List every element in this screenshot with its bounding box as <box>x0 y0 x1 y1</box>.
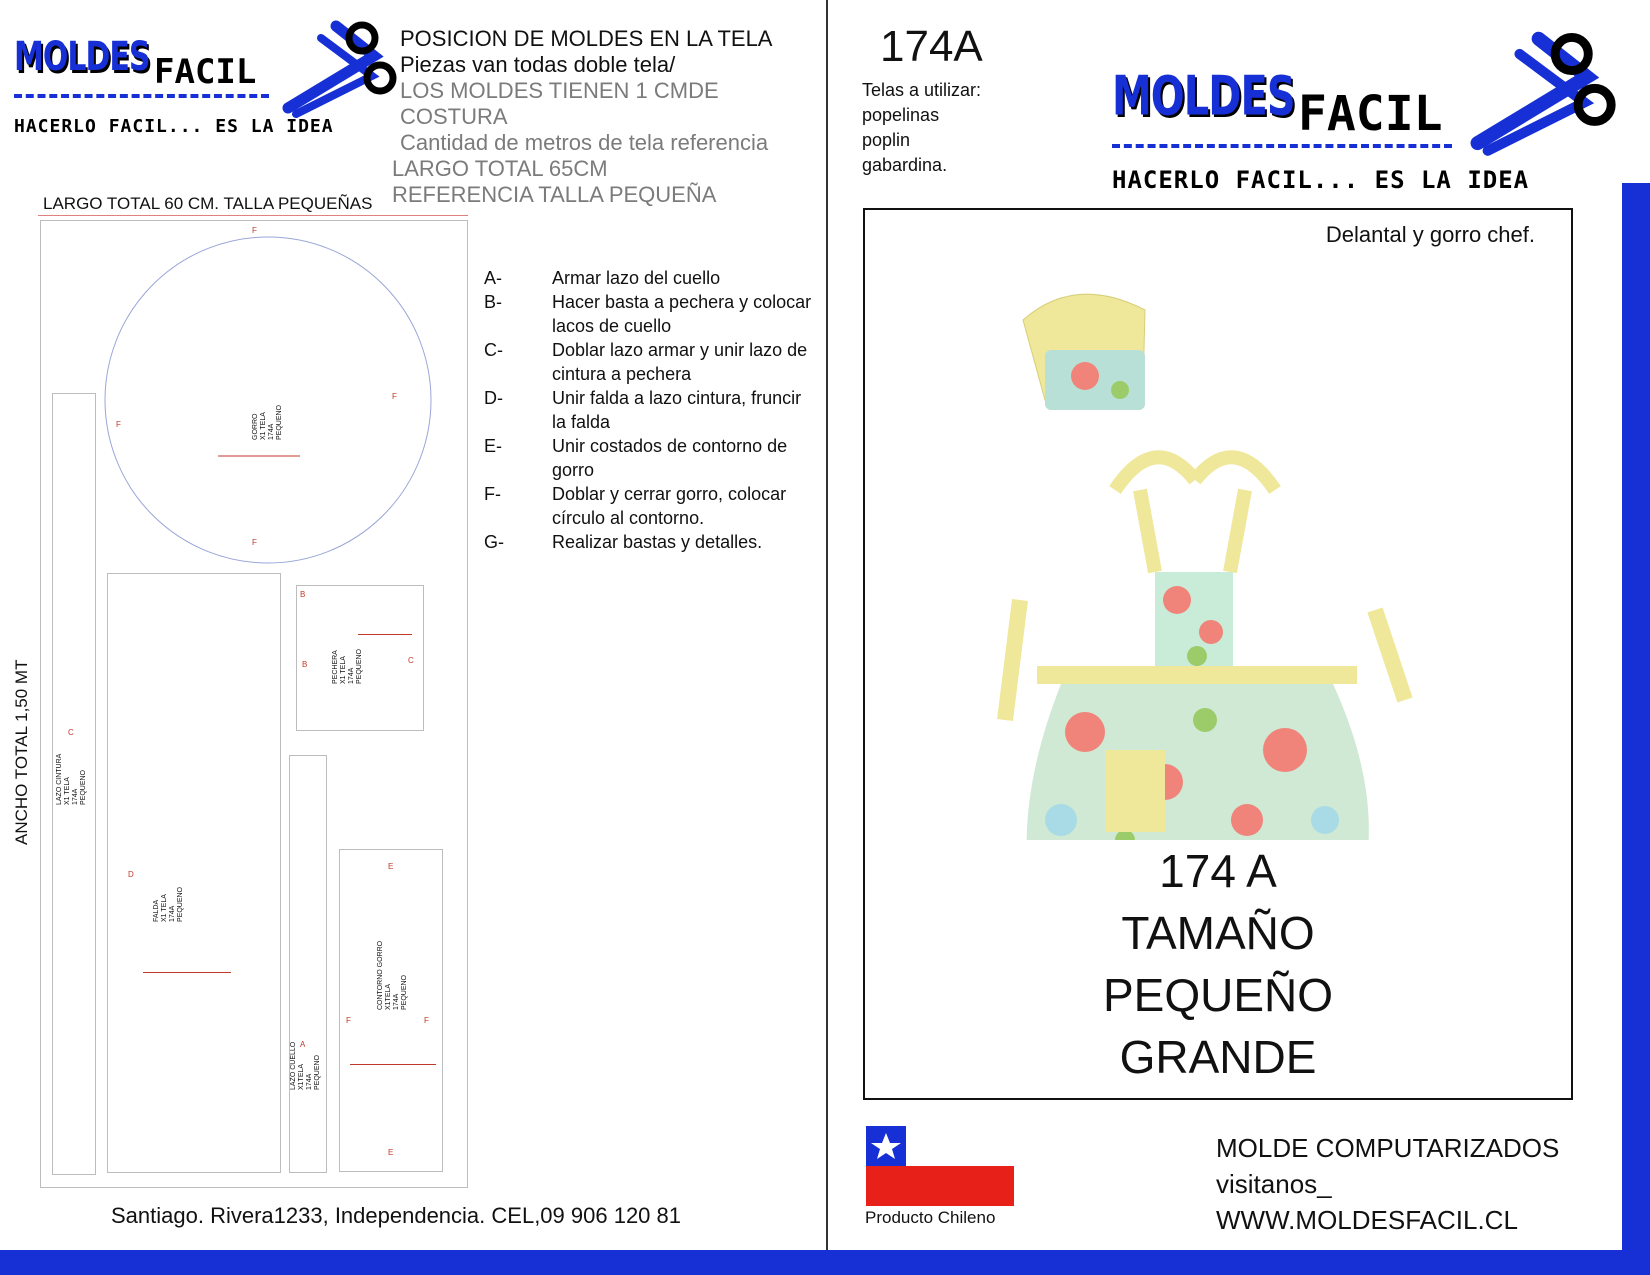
gorro-circle <box>100 230 440 570</box>
logo-facil-text: FACIL <box>1298 86 1443 142</box>
mark-f-6: F <box>424 1016 429 1025</box>
instruction-key: B- <box>484 292 502 312</box>
logo-facil-text: FACIL <box>154 52 257 92</box>
product-frame <box>863 208 1573 1100</box>
contorno-grain-line <box>350 1064 436 1065</box>
product-code: 174A <box>880 22 983 71</box>
mark-a-1: A <box>300 1040 306 1049</box>
footer-line-1: MOLDE COMPUTARIZADOS <box>1216 1133 1560 1163</box>
instructions-list <box>484 266 812 554</box>
gorro-label: GORRO X1 TELA 174A PEQUENO <box>252 404 283 440</box>
instruction-text: Realizar bastas y detalles. <box>552 532 763 552</box>
apron-illustration <box>965 280 1445 840</box>
lazo-cuello-label: LAZO CUELLO X1TELA 174A PEQUENO <box>290 1041 321 1090</box>
big-title-line: 174 A <box>1159 845 1277 897</box>
instruction-key: C- <box>484 340 503 360</box>
instruction-key: A- <box>484 268 502 288</box>
big-title <box>865 840 1571 1088</box>
mark-d-1: D <box>128 870 134 879</box>
mark-f-4: F <box>252 538 257 547</box>
instruction-text: Doblar y cerrar gorro, colocar círculo al contorno. <box>552 484 787 528</box>
fabrics-title: Telas a utilizar: <box>862 80 982 100</box>
header-line-5: LARGO TOTAL 65CM <box>392 156 608 181</box>
instruction-text: Unir costados de contorno de gorro <box>552 436 788 480</box>
big-title-line: GRANDE <box>1119 1031 1317 1083</box>
chile-flag-icon <box>866 1126 1014 1206</box>
header-line-6: REFERENCIA TALLA PEQUEÑA <box>392 182 717 207</box>
header-line-4: Cantidad de metros de tela referencia <box>400 130 769 155</box>
instruction-key: F- <box>484 484 501 504</box>
website-link[interactable]: WWW.MOLDESFACIL.CL <box>1216 1205 1518 1235</box>
page-divider <box>826 0 828 1250</box>
logo-dashes <box>1112 144 1452 148</box>
contorno-gorro-label: CONTORNO GORRO X1TELA 174A PEQUENO <box>377 940 408 1010</box>
logo-moldes-text: MOLDES <box>14 33 150 81</box>
fabrics-block <box>862 78 981 178</box>
logo-tagline: HACERLO FACIL... ES LA IDEA <box>1112 166 1530 194</box>
logo-moldes-text: MOLDES <box>1112 65 1295 128</box>
pechera-grain-line <box>358 634 412 635</box>
header-line-2: Piezas van todas doble tela/ <box>400 52 676 77</box>
lazo-cintura-label: LAZO CINTURA X1 TELA 174A PEQUENO <box>56 753 87 805</box>
logo-left <box>14 33 374 140</box>
pechera-label: PECHERA X1 TELA 174A PEQUENO <box>332 648 363 684</box>
scissors-icon <box>276 16 406 126</box>
mark-b-1: B <box>300 590 306 599</box>
instruction-text: Unir falda a lazo cintura, fruncir la falda <box>552 388 802 432</box>
header-line-3: LOS MOLDES TIENEN 1 CMDE COSTURA <box>400 78 719 129</box>
instruction-item <box>484 266 812 290</box>
fabric-item: gabardina. <box>862 155 948 175</box>
fabric-item: poplin <box>862 130 911 150</box>
instruction-item <box>484 482 812 530</box>
layout-top-label: LARGO TOTAL 60 CM. TALLA PEQUEÑAS <box>43 194 373 213</box>
instruction-text: Armar lazo del cuello <box>552 268 721 288</box>
instruction-item <box>484 530 812 554</box>
big-title-line: TAMAÑO <box>1121 907 1315 959</box>
mark-e-1: E <box>388 862 394 871</box>
layout-side-label: ANCHO TOTAL 1,50 MT <box>12 659 31 845</box>
falda-grain-line <box>143 972 231 973</box>
mark-c-1: C <box>68 728 74 737</box>
instruction-key: E- <box>484 436 502 456</box>
logo-right <box>1112 65 1632 198</box>
right-footer <box>1216 1130 1559 1238</box>
right-side-bar <box>1622 183 1650 1253</box>
logo-dashes <box>14 94 269 98</box>
logo-tagline: HACERLO FACIL... ES LA IDEA <box>14 116 334 137</box>
instruction-item <box>484 338 812 386</box>
flag-caption: Producto Chileno <box>865 1208 996 1227</box>
product-title: Delantal y gorro chef. <box>1325 222 1535 247</box>
mark-b-2: B <box>302 660 308 669</box>
contorno-gorro-piece <box>339 849 443 1172</box>
mark-f-1: F <box>252 226 257 235</box>
lazo-cuello-piece <box>289 755 327 1173</box>
mark-e-2: E <box>388 1148 394 1157</box>
scissors-icon <box>1460 26 1630 166</box>
instruction-key: G- <box>484 532 504 552</box>
layout-top-line <box>38 215 468 216</box>
instruction-item <box>484 290 812 338</box>
footer-line-2: visitanos_ <box>1216 1169 1332 1199</box>
header-line-1: POSICION DE MOLDES EN LA TELA <box>400 26 773 51</box>
instruction-text: Hacer basta a pechera y colocar lacos de cuello <box>552 292 812 336</box>
instruction-text: Doblar lazo armar y unir lazo de cintura a pechera <box>552 340 808 384</box>
left-header <box>392 26 800 208</box>
address-text: Santiago. Rivera1233, Independencia. CEL,09 906 120 81 <box>111 1203 681 1228</box>
mark-f-2: F <box>392 392 397 401</box>
mark-c-2: C <box>408 656 414 665</box>
instruction-item <box>484 434 812 482</box>
fabric-item: popelinas <box>862 105 940 125</box>
falda-label: FALDA X1 TELA 174A PEQUENO <box>153 886 184 922</box>
big-title-line: PEQUEÑO <box>1102 969 1334 1021</box>
bottom-bar <box>0 1250 1650 1275</box>
mark-f-3: F <box>116 420 121 429</box>
mark-f-5: F <box>346 1016 351 1025</box>
instruction-key: D- <box>484 388 503 408</box>
instruction-item <box>484 386 812 434</box>
